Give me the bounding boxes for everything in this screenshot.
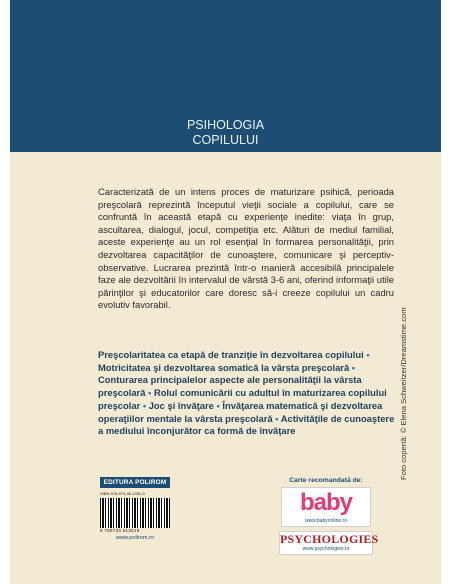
barcode-number: 9 789734 613519 xyxy=(100,528,140,533)
bullet-separator: • xyxy=(275,412,281,424)
topic-item: Activităţile de cunoaştere a mediului înconjurător ca formă de învăţare xyxy=(98,412,395,437)
isbn-text: ISBN 978-973-46-1351-9 xyxy=(100,491,145,496)
publisher-block xyxy=(100,477,170,541)
topic-item: Joc şi învăţare xyxy=(148,399,214,411)
book-description: Caracterizată de un intens proces de maturizare psihică, perioada preşcolară reprezintă începutul vieţii sociale a copilului, care se confruntă în această etapă cu experienţe inedite: viaţa în grup, ascultarea, dialogul, jocul, competiţia etc. Alături de mediul familial, aceste experienţe au un rol esenţial în formarea personalităţii, prin dezvoltarea capacităţilor de cunoaştere, comunicare şi perceptiv-observative. Lucrarea prezintă într-o manieră accesibilă principalele faze ale dezvoltării în intervalul de vârstă 3-6 ani, oferind informaţii utile părinţilor şi educatorilor care doresc să-i creeze copilului un cadru evolutiv favorabil. xyxy=(98,186,394,311)
bullet-separator: • xyxy=(351,361,356,373)
topics-list xyxy=(98,349,396,438)
baby-logo-url: www.babyonline.ro xyxy=(305,518,347,524)
bullet-separator: • xyxy=(366,349,370,360)
topic-item: Motricitatea şi dezvoltarea somatică la vârsta preşcolară xyxy=(98,361,350,373)
book-back-cover xyxy=(10,0,441,584)
title-line-1: PSIHOLOGIA xyxy=(186,118,265,132)
topic-item: Conturarea principalelor aspecte ale personalităţii la vârsta preşcolară xyxy=(98,374,362,399)
psychologies-logo-text: PSYCHOLOGIES xyxy=(280,532,379,546)
psychologies-logo-url: www.psychologies.ro xyxy=(302,546,350,552)
bullet-separator: • xyxy=(142,399,149,411)
publisher-url: www.polirom.ro xyxy=(115,535,155,541)
baby-logo-text: baby xyxy=(299,489,352,516)
book-title xyxy=(10,118,441,148)
topic-item: Preşcolaritatea ca etapă de tranziţie în dezvoltarea copilului xyxy=(98,349,364,360)
publisher-name: EDITURA POLIROM xyxy=(100,477,170,488)
recommendation-label: Carte recomandată de: xyxy=(289,477,363,484)
bullet-separator: • xyxy=(148,387,154,399)
recommendation-block xyxy=(278,477,379,555)
baby-logo xyxy=(281,487,371,527)
bullet-separator: • xyxy=(216,399,223,411)
topic-item: Rolul comunicării cu adultul în maturizarea copilului preşcolar xyxy=(98,387,387,411)
barcode-icon xyxy=(100,498,170,528)
title-line-2: COPILULUI xyxy=(192,133,259,147)
psychologies-logo xyxy=(279,531,379,555)
photo-credit: Foto copertă: © Elena Schweitzer/Dreamstime.com xyxy=(399,307,408,480)
topic-item: Învăţarea matematică şi dezvoltarea operaţiilor mentale la vârsta preşcolară xyxy=(98,399,383,424)
